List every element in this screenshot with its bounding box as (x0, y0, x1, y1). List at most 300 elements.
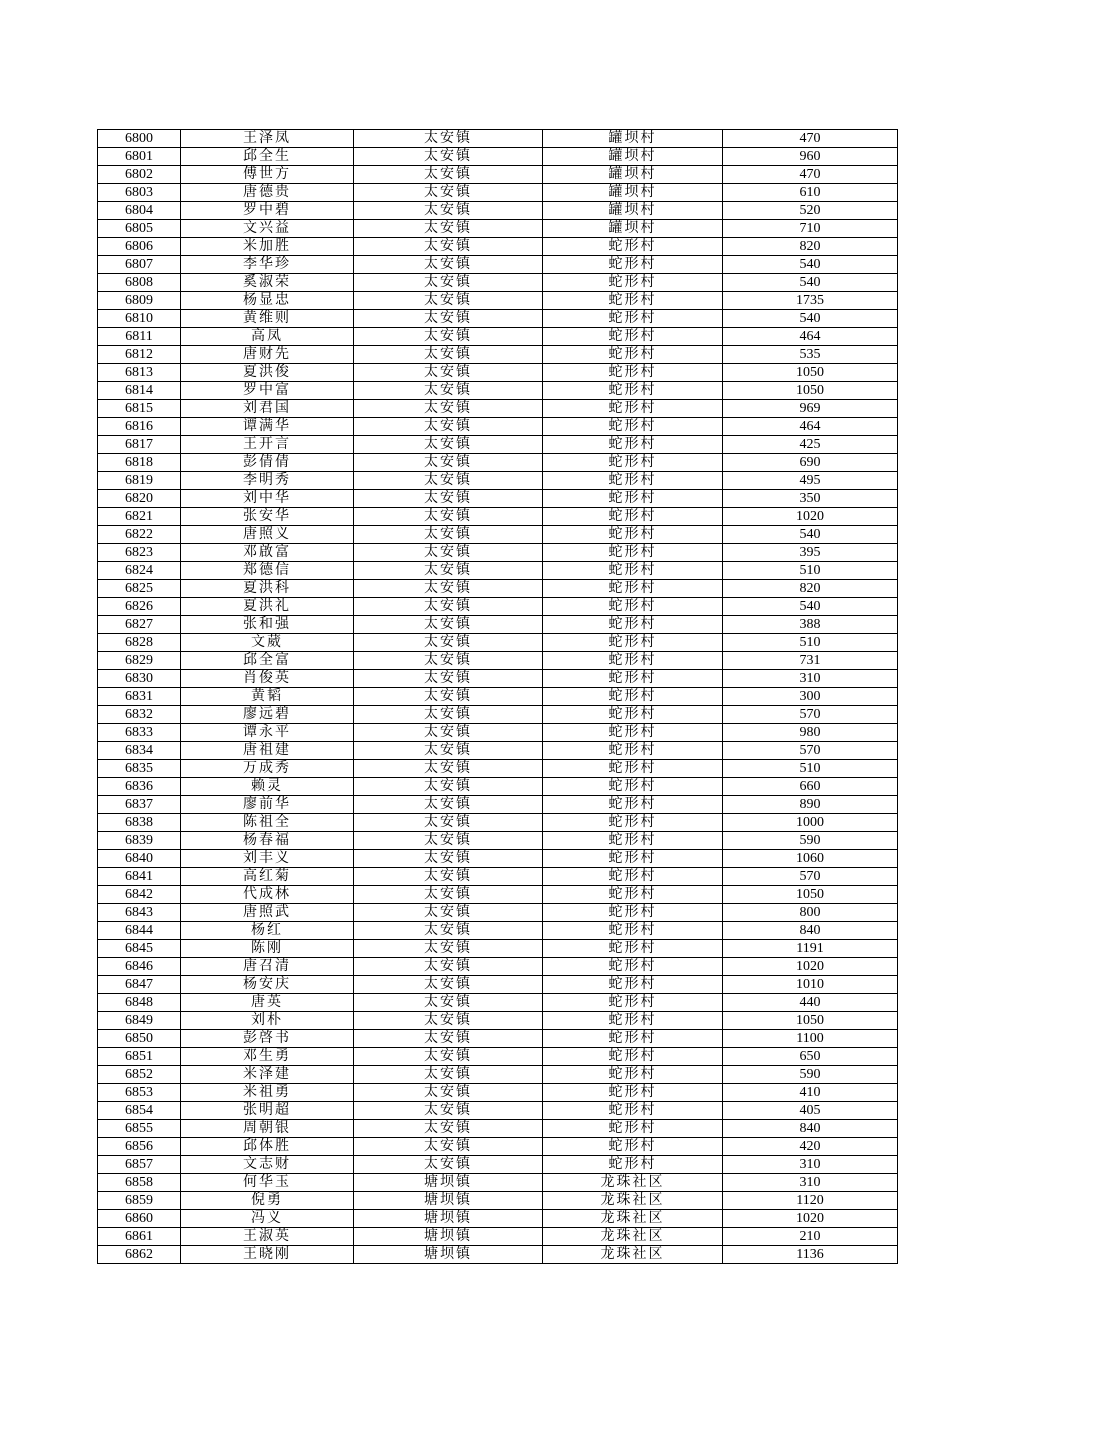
village-cell: 蛇形村 (543, 346, 723, 364)
village-cell: 龙珠社区 (543, 1228, 723, 1246)
name-cell: 唐召清 (181, 958, 354, 976)
town-cell: 塘坝镇 (354, 1210, 543, 1228)
table-row (98, 1048, 898, 1066)
amount-cell: 410 (723, 1084, 898, 1102)
name-cell: 米祖勇 (181, 1084, 354, 1102)
amount-cell: 690 (723, 454, 898, 472)
row-number-cell: 6844 (98, 922, 181, 940)
row-number-cell: 6847 (98, 976, 181, 994)
amount-cell: 495 (723, 472, 898, 490)
town-cell: 太安镇 (354, 814, 543, 832)
table-row (98, 868, 898, 886)
town-cell: 太安镇 (354, 454, 543, 472)
village-cell: 蛇形村 (543, 490, 723, 508)
row-number-cell: 6813 (98, 364, 181, 382)
village-cell: 蛇形村 (543, 562, 723, 580)
row-number-cell: 6826 (98, 598, 181, 616)
village-cell: 罐坝村 (543, 130, 723, 148)
row-number-cell: 6849 (98, 1012, 181, 1030)
table-row (98, 364, 898, 382)
table-row (98, 1102, 898, 1120)
row-number-cell: 6803 (98, 184, 181, 202)
amount-cell: 540 (723, 598, 898, 616)
row-number-cell: 6821 (98, 508, 181, 526)
town-cell: 太安镇 (354, 760, 543, 778)
table-row (98, 1174, 898, 1192)
village-cell: 蛇形村 (543, 1030, 723, 1048)
amount-cell: 470 (723, 166, 898, 184)
name-cell: 黄维则 (181, 310, 354, 328)
amount-cell: 840 (723, 1120, 898, 1138)
name-cell: 文志财 (181, 1156, 354, 1174)
village-cell: 蛇形村 (543, 850, 723, 868)
row-number-cell: 6854 (98, 1102, 181, 1120)
amount-cell: 425 (723, 436, 898, 454)
village-cell: 蛇形村 (543, 274, 723, 292)
amount-cell: 1050 (723, 886, 898, 904)
table-row (98, 1120, 898, 1138)
amount-cell: 310 (723, 670, 898, 688)
row-number-cell: 6834 (98, 742, 181, 760)
village-cell: 蛇形村 (543, 760, 723, 778)
village-cell: 蛇形村 (543, 652, 723, 670)
town-cell: 太安镇 (354, 742, 543, 760)
table-row (98, 1156, 898, 1174)
row-number-cell: 6819 (98, 472, 181, 490)
village-cell: 蛇形村 (543, 742, 723, 760)
village-cell: 蛇形村 (543, 832, 723, 850)
village-cell: 罐坝村 (543, 202, 723, 220)
village-cell: 蛇形村 (543, 544, 723, 562)
row-number-cell: 6831 (98, 688, 181, 706)
amount-cell: 1191 (723, 940, 898, 958)
name-cell: 高红菊 (181, 868, 354, 886)
village-cell: 蛇形村 (543, 382, 723, 400)
amount-cell: 510 (723, 760, 898, 778)
amount-cell: 590 (723, 832, 898, 850)
table-row (98, 1246, 898, 1264)
town-cell: 太安镇 (354, 364, 543, 382)
town-cell: 太安镇 (354, 778, 543, 796)
town-cell: 太安镇 (354, 184, 543, 202)
row-number-cell: 6829 (98, 652, 181, 670)
town-cell: 太安镇 (354, 274, 543, 292)
village-cell: 蛇形村 (543, 940, 723, 958)
row-number-cell: 6830 (98, 670, 181, 688)
amount-cell: 464 (723, 328, 898, 346)
name-cell: 文兴益 (181, 220, 354, 238)
village-cell: 蛇形村 (543, 364, 723, 382)
row-number-cell: 6850 (98, 1030, 181, 1048)
town-cell: 太安镇 (354, 202, 543, 220)
row-number-cell: 6818 (98, 454, 181, 472)
town-cell: 太安镇 (354, 472, 543, 490)
town-cell: 太安镇 (354, 1084, 543, 1102)
town-cell: 塘坝镇 (354, 1228, 543, 1246)
name-cell: 杨显忠 (181, 292, 354, 310)
amount-cell: 535 (723, 346, 898, 364)
amount-cell: 610 (723, 184, 898, 202)
table-row (98, 778, 898, 796)
town-cell: 太安镇 (354, 1120, 543, 1138)
amount-cell: 350 (723, 490, 898, 508)
row-number-cell: 6833 (98, 724, 181, 742)
amount-cell: 1735 (723, 292, 898, 310)
amount-cell: 1100 (723, 1030, 898, 1048)
name-cell: 唐财先 (181, 346, 354, 364)
town-cell: 太安镇 (354, 886, 543, 904)
amount-cell: 210 (723, 1228, 898, 1246)
row-number-cell: 6828 (98, 634, 181, 652)
amount-cell: 570 (723, 706, 898, 724)
table-row (98, 346, 898, 364)
village-cell: 蛇形村 (543, 994, 723, 1012)
town-cell: 太安镇 (354, 958, 543, 976)
row-number-cell: 6846 (98, 958, 181, 976)
town-cell: 太安镇 (354, 1048, 543, 1066)
village-cell: 蛇形村 (543, 328, 723, 346)
village-cell: 蛇形村 (543, 418, 723, 436)
table-row (98, 922, 898, 940)
village-cell: 蛇形村 (543, 1066, 723, 1084)
row-number-cell: 6852 (98, 1066, 181, 1084)
table-row (98, 526, 898, 544)
row-number-cell: 6857 (98, 1156, 181, 1174)
row-number-cell: 6820 (98, 490, 181, 508)
name-cell: 奚淑荣 (181, 274, 354, 292)
table-row (98, 724, 898, 742)
row-number-cell: 6841 (98, 868, 181, 886)
town-cell: 太安镇 (354, 130, 543, 148)
town-cell: 太安镇 (354, 706, 543, 724)
amount-cell: 540 (723, 274, 898, 292)
name-cell: 高凤 (181, 328, 354, 346)
row-number-cell: 6804 (98, 202, 181, 220)
name-cell: 唐德贵 (181, 184, 354, 202)
table-row (98, 580, 898, 598)
table-row (98, 292, 898, 310)
town-cell: 太安镇 (354, 976, 543, 994)
village-cell: 蛇形村 (543, 310, 723, 328)
village-cell: 蛇形村 (543, 1120, 723, 1138)
amount-cell: 520 (723, 202, 898, 220)
village-cell: 龙珠社区 (543, 1174, 723, 1192)
town-cell: 太安镇 (354, 994, 543, 1012)
amount-cell: 440 (723, 994, 898, 1012)
table-row (98, 886, 898, 904)
town-cell: 太安镇 (354, 598, 543, 616)
table-row (98, 562, 898, 580)
table-row (98, 166, 898, 184)
village-cell: 蛇形村 (543, 634, 723, 652)
village-cell: 蛇形村 (543, 580, 723, 598)
row-number-cell: 6811 (98, 328, 181, 346)
town-cell: 太安镇 (354, 850, 543, 868)
town-cell: 太安镇 (354, 940, 543, 958)
row-number-cell: 6862 (98, 1246, 181, 1264)
table-row (98, 220, 898, 238)
table-row (98, 400, 898, 418)
table-row (98, 670, 898, 688)
name-cell: 文葳 (181, 634, 354, 652)
table-row (98, 850, 898, 868)
village-cell: 罐坝村 (543, 166, 723, 184)
town-cell: 塘坝镇 (354, 1174, 543, 1192)
amount-cell: 1050 (723, 382, 898, 400)
town-cell: 太安镇 (354, 652, 543, 670)
amount-cell: 310 (723, 1156, 898, 1174)
name-cell: 黄韬 (181, 688, 354, 706)
name-cell: 唐照义 (181, 526, 354, 544)
town-cell: 太安镇 (354, 418, 543, 436)
row-number-cell: 6861 (98, 1228, 181, 1246)
amount-cell: 300 (723, 688, 898, 706)
village-cell: 蛇形村 (543, 724, 723, 742)
town-cell: 太安镇 (354, 328, 543, 346)
amount-cell: 420 (723, 1138, 898, 1156)
name-cell: 唐祖建 (181, 742, 354, 760)
table-row (98, 1012, 898, 1030)
town-cell: 太安镇 (354, 310, 543, 328)
town-cell: 太安镇 (354, 508, 543, 526)
name-cell: 陈祖全 (181, 814, 354, 832)
town-cell: 太安镇 (354, 1138, 543, 1156)
amount-cell: 960 (723, 148, 898, 166)
name-cell: 彭倩倩 (181, 454, 354, 472)
amount-cell: 1020 (723, 508, 898, 526)
name-cell: 王淑英 (181, 1228, 354, 1246)
village-cell: 罐坝村 (543, 184, 723, 202)
table-row (98, 958, 898, 976)
village-cell: 蛇形村 (543, 1138, 723, 1156)
name-cell: 杨红 (181, 922, 354, 940)
name-cell: 代成林 (181, 886, 354, 904)
row-number-cell: 6802 (98, 166, 181, 184)
row-number-cell: 6812 (98, 346, 181, 364)
row-number-cell: 6859 (98, 1192, 181, 1210)
town-cell: 太安镇 (354, 922, 543, 940)
village-cell: 蛇形村 (543, 778, 723, 796)
village-cell: 蛇形村 (543, 508, 723, 526)
row-number-cell: 6801 (98, 148, 181, 166)
row-number-cell: 6824 (98, 562, 181, 580)
amount-cell: 840 (723, 922, 898, 940)
row-number-cell: 6815 (98, 400, 181, 418)
amount-cell: 1050 (723, 364, 898, 382)
name-cell: 夏洪礼 (181, 598, 354, 616)
table-row (98, 418, 898, 436)
name-cell: 周朝银 (181, 1120, 354, 1138)
table-row (98, 544, 898, 562)
name-cell: 赖灵 (181, 778, 354, 796)
name-cell: 刘中华 (181, 490, 354, 508)
table-row (98, 634, 898, 652)
table-row (98, 652, 898, 670)
village-cell: 蛇形村 (543, 1156, 723, 1174)
table-row (98, 148, 898, 166)
name-cell: 李明秀 (181, 472, 354, 490)
name-cell: 廖远碧 (181, 706, 354, 724)
table-row (98, 490, 898, 508)
table-row (98, 1228, 898, 1246)
amount-cell: 590 (723, 1066, 898, 1084)
name-cell: 邓啟富 (181, 544, 354, 562)
table-body (98, 130, 898, 1264)
town-cell: 太安镇 (354, 562, 543, 580)
row-number-cell: 6805 (98, 220, 181, 238)
town-cell: 塘坝镇 (354, 1192, 543, 1210)
row-number-cell: 6822 (98, 526, 181, 544)
row-number-cell: 6808 (98, 274, 181, 292)
amount-cell: 388 (723, 616, 898, 634)
name-cell: 王泽凤 (181, 130, 354, 148)
amount-cell: 540 (723, 526, 898, 544)
row-number-cell: 6853 (98, 1084, 181, 1102)
amount-cell: 820 (723, 580, 898, 598)
village-cell: 蛇形村 (543, 238, 723, 256)
row-number-cell: 6845 (98, 940, 181, 958)
village-cell: 蛇形村 (543, 472, 723, 490)
amount-cell: 800 (723, 904, 898, 922)
table-row (98, 940, 898, 958)
row-number-cell: 6837 (98, 796, 181, 814)
amount-cell: 650 (723, 1048, 898, 1066)
table-row (98, 904, 898, 922)
town-cell: 太安镇 (354, 292, 543, 310)
row-number-cell: 6851 (98, 1048, 181, 1066)
name-cell: 唐英 (181, 994, 354, 1012)
village-cell: 蛇形村 (543, 292, 723, 310)
village-cell: 蛇形村 (543, 904, 723, 922)
village-cell: 蛇形村 (543, 1012, 723, 1030)
row-number-cell: 6839 (98, 832, 181, 850)
village-cell: 蛇形村 (543, 670, 723, 688)
amount-cell: 570 (723, 742, 898, 760)
village-cell: 龙珠社区 (543, 1210, 723, 1228)
village-cell: 罐坝村 (543, 148, 723, 166)
amount-cell: 395 (723, 544, 898, 562)
table-row (98, 1138, 898, 1156)
name-cell: 米加胜 (181, 238, 354, 256)
row-number-cell: 6840 (98, 850, 181, 868)
table-row (98, 706, 898, 724)
village-cell: 蛇形村 (543, 688, 723, 706)
row-number-cell: 6800 (98, 130, 181, 148)
name-cell: 夏洪科 (181, 580, 354, 598)
row-number-cell: 6838 (98, 814, 181, 832)
town-cell: 太安镇 (354, 1030, 543, 1048)
amount-cell: 1060 (723, 850, 898, 868)
village-cell: 蛇形村 (543, 436, 723, 454)
town-cell: 太安镇 (354, 580, 543, 598)
table-row (98, 238, 898, 256)
town-cell: 太安镇 (354, 346, 543, 364)
name-cell: 王开言 (181, 436, 354, 454)
amount-cell: 510 (723, 562, 898, 580)
amount-cell: 540 (723, 256, 898, 274)
village-cell: 蛇形村 (543, 454, 723, 472)
amount-cell: 731 (723, 652, 898, 670)
town-cell: 太安镇 (354, 724, 543, 742)
row-number-cell: 6836 (98, 778, 181, 796)
village-cell: 蛇形村 (543, 598, 723, 616)
town-cell: 太安镇 (354, 670, 543, 688)
name-cell: 张和强 (181, 616, 354, 634)
name-cell: 张安华 (181, 508, 354, 526)
name-cell: 罗中碧 (181, 202, 354, 220)
town-cell: 太安镇 (354, 238, 543, 256)
name-cell: 廖前华 (181, 796, 354, 814)
table-row (98, 454, 898, 472)
table-row (98, 742, 898, 760)
row-number-cell: 6860 (98, 1210, 181, 1228)
town-cell: 太安镇 (354, 832, 543, 850)
amount-cell: 710 (723, 220, 898, 238)
amount-cell: 1136 (723, 1246, 898, 1264)
amount-cell: 570 (723, 868, 898, 886)
amount-cell: 820 (723, 238, 898, 256)
village-cell: 罐坝村 (543, 220, 723, 238)
amount-cell: 1120 (723, 1192, 898, 1210)
table-row (98, 976, 898, 994)
town-cell: 太安镇 (354, 1066, 543, 1084)
name-cell: 谭满华 (181, 418, 354, 436)
table-row (98, 130, 898, 148)
row-number-cell: 6827 (98, 616, 181, 634)
town-cell: 太安镇 (354, 796, 543, 814)
amount-cell: 1010 (723, 976, 898, 994)
village-cell: 蛇形村 (543, 256, 723, 274)
table-row (98, 382, 898, 400)
table-row (98, 832, 898, 850)
town-cell: 太安镇 (354, 634, 543, 652)
name-cell: 肖俊英 (181, 670, 354, 688)
village-cell: 蛇形村 (543, 886, 723, 904)
amount-cell: 540 (723, 310, 898, 328)
name-cell: 倪勇 (181, 1192, 354, 1210)
table-row (98, 274, 898, 292)
name-cell: 夏洪俊 (181, 364, 354, 382)
table-row (98, 256, 898, 274)
table-row (98, 760, 898, 778)
table-row (98, 814, 898, 832)
name-cell: 郑德信 (181, 562, 354, 580)
row-number-cell: 6816 (98, 418, 181, 436)
name-cell: 谭永平 (181, 724, 354, 742)
amount-cell: 470 (723, 130, 898, 148)
town-cell: 太安镇 (354, 490, 543, 508)
name-cell: 彭啓书 (181, 1030, 354, 1048)
amount-cell: 890 (723, 796, 898, 814)
town-cell: 太安镇 (354, 220, 543, 238)
row-number-cell: 6858 (98, 1174, 181, 1192)
village-cell: 龙珠社区 (543, 1192, 723, 1210)
town-cell: 太安镇 (354, 382, 543, 400)
table-row (98, 436, 898, 454)
amount-cell: 405 (723, 1102, 898, 1120)
table-row (98, 616, 898, 634)
table-row (98, 1192, 898, 1210)
town-cell: 太安镇 (354, 868, 543, 886)
amount-cell: 969 (723, 400, 898, 418)
name-cell: 邱体胜 (181, 1138, 354, 1156)
table-row (98, 1030, 898, 1048)
village-cell: 蛇形村 (543, 796, 723, 814)
name-cell: 何华玉 (181, 1174, 354, 1192)
name-cell: 刘君国 (181, 400, 354, 418)
row-number-cell: 6832 (98, 706, 181, 724)
name-cell: 李华珍 (181, 256, 354, 274)
